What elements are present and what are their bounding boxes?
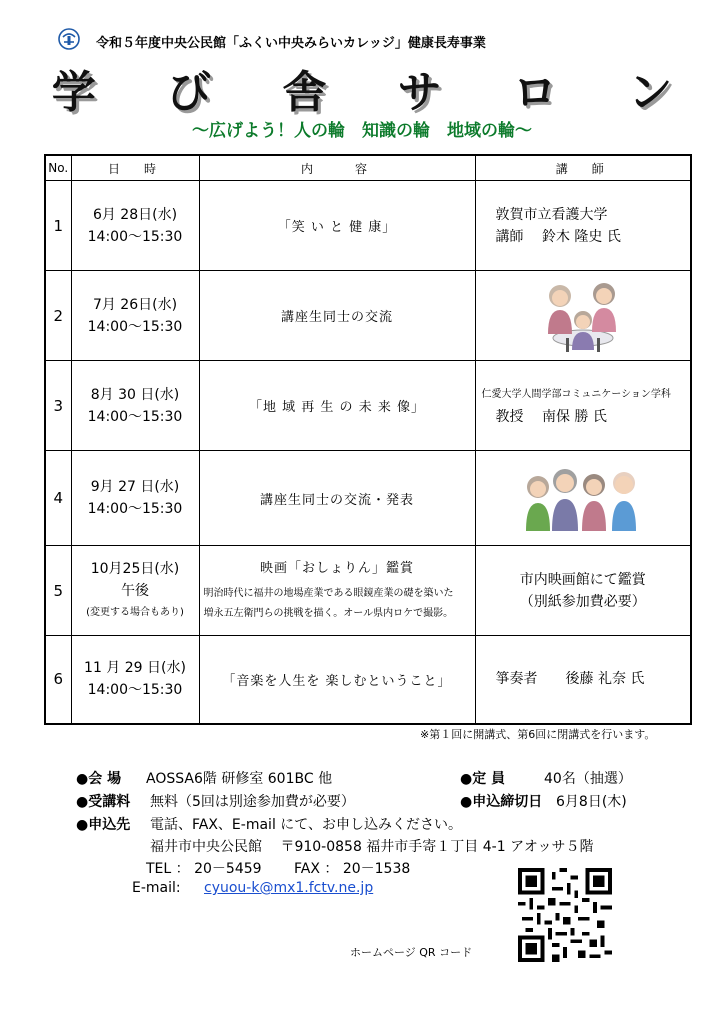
row-datetime — [71, 636, 199, 724]
venue-label: ●会 場 — [76, 771, 122, 787]
ceremony-note: ※第１回に開講式、第6回に閉講式を行います。 — [420, 728, 656, 741]
row-no: 2 — [45, 271, 71, 361]
row-datetime — [71, 361, 199, 451]
table-row — [45, 181, 691, 271]
row-content: 講座生同士の交流 — [199, 271, 475, 361]
row-no: 4 — [45, 451, 71, 546]
header-datetime: 日 時 — [71, 155, 199, 181]
row-content: 講座生同士の交流・発表 — [199, 451, 475, 546]
event-subtitle: 令和５年度中央公民館「ふくい中央みらいカレッジ」健康長寿事業 — [96, 36, 486, 51]
venue-value: AOSSA6階 研修室 601BC 他 — [146, 771, 333, 787]
lecturer-affiliation: 仁愛大学人間学部コミュニケーション学科 — [481, 388, 671, 400]
deadline-value: 6月8日(木) — [556, 794, 627, 810]
row-content: 「地 域 再 生 の 未 来 像」 — [199, 361, 475, 451]
row-date: 10月25日(水) — [90, 560, 180, 577]
header-no: No. — [45, 155, 71, 181]
fee-value: 無料（5回は別途参加費が必要） — [150, 794, 355, 810]
row-date: 7月 26日(水) — [92, 296, 178, 313]
row-no: 3 — [45, 361, 71, 451]
table-row — [45, 546, 691, 636]
table-row — [45, 451, 691, 546]
row-time: 14:00～15:30 — [87, 318, 183, 335]
table-header-row — [45, 155, 691, 181]
capacity-label: ●定 員 — [460, 771, 506, 787]
row-content-detail: 増永五左衛門らの挑戦を描く。オール県内ロケで撮影。 — [203, 608, 454, 619]
row-lecturer-illustration — [475, 271, 691, 361]
lecturer-name: （別紙参加費必要） — [519, 593, 646, 610]
qr-code-icon[interactable] — [518, 868, 612, 962]
table-row — [45, 271, 691, 361]
organization-logo-icon — [58, 28, 80, 50]
tel-fax: TEL ： 20－5459 FAX ： 20－1538 — [146, 861, 411, 877]
row-content: 「笑 い と 健 康」 — [199, 181, 475, 271]
apply-value: 電話、FAX、E-mail にて、お申し込みください。 — [150, 817, 462, 833]
row-lecturer — [475, 361, 691, 451]
row-lecturer-illustration — [475, 451, 691, 546]
capacity-value: 40名（抽選） — [544, 771, 632, 787]
page-title: 学 び 舎 サ ロ ン — [51, 67, 701, 118]
lecturer-affiliation: 市内映画館にて鑑賞 — [519, 571, 646, 588]
row-lecturer: 箏奏者 後藤 礼奈 氏 — [475, 636, 691, 724]
row-time: 14:00～15:30 — [87, 228, 183, 245]
deadline-label: ●申込締切日 — [460, 794, 543, 810]
row-time: 14:00～15:30 — [87, 408, 183, 425]
row-datetime — [71, 271, 199, 361]
row-content-title: 映画「おしょりん」鑑賞 — [259, 561, 414, 576]
row-date: 8月 30 日(水) — [90, 386, 180, 403]
row-date: 6月 28日(水) — [92, 206, 178, 223]
address: 福井市中央公民館 〒910-0858 福井市手寄１丁目 4-1 アオッサ５階 — [150, 839, 594, 855]
row-content-detail: 明治時代に福井の地場産業である眼鏡産業の礎を築いた — [203, 588, 454, 599]
qr-code-label: ホームページ QR コード — [350, 946, 473, 959]
lecturer-name: 教授 南保 勝 氏 — [495, 408, 607, 425]
row-date: 11 月 29 日(水) — [84, 660, 186, 677]
row-datetime — [71, 546, 199, 636]
email-label: E-mail: — [132, 880, 181, 896]
row-no: 1 — [45, 181, 71, 271]
table-row — [45, 361, 691, 451]
fee-label: ●受講料 — [76, 794, 131, 810]
row-time: 14:00～15:30 — [87, 501, 183, 517]
row-no: 5 — [45, 546, 71, 636]
row-no: 6 — [45, 636, 71, 724]
row-datetime — [71, 451, 199, 546]
row-content — [199, 546, 475, 636]
schedule-table — [44, 154, 692, 725]
header-lecturer: 講 師 — [475, 155, 691, 181]
row-time-note: (変更する場合もあり) — [86, 606, 184, 618]
senior-group-illustration-icon — [518, 463, 648, 533]
row-date: 9月 27 日(水) — [90, 479, 180, 495]
header-content: 内 容 — [199, 155, 475, 181]
row-content: 「音楽を人生を 楽しむということ」 — [199, 636, 475, 724]
row-lecturer — [475, 181, 691, 271]
apply-label: ●申込先 — [76, 817, 131, 833]
row-time: 14:00～15:30 — [87, 682, 183, 699]
row-lecturer — [475, 546, 691, 636]
email-link[interactable]: cyuou-k@mx1.fctv.ne.jp — [204, 880, 374, 896]
tagline: ～広げよう！人の輪 知識の輪 地域の輪～ — [192, 121, 532, 141]
row-time: 午後 — [121, 582, 149, 599]
seniors-chatting-illustration-icon — [538, 276, 628, 356]
lecturer-affiliation: 敦賀市立看護大学 — [495, 206, 608, 223]
table-row — [45, 636, 691, 724]
lecturer-name: 講師 鈴木 隆史 氏 — [495, 228, 621, 245]
row-datetime — [71, 181, 199, 271]
